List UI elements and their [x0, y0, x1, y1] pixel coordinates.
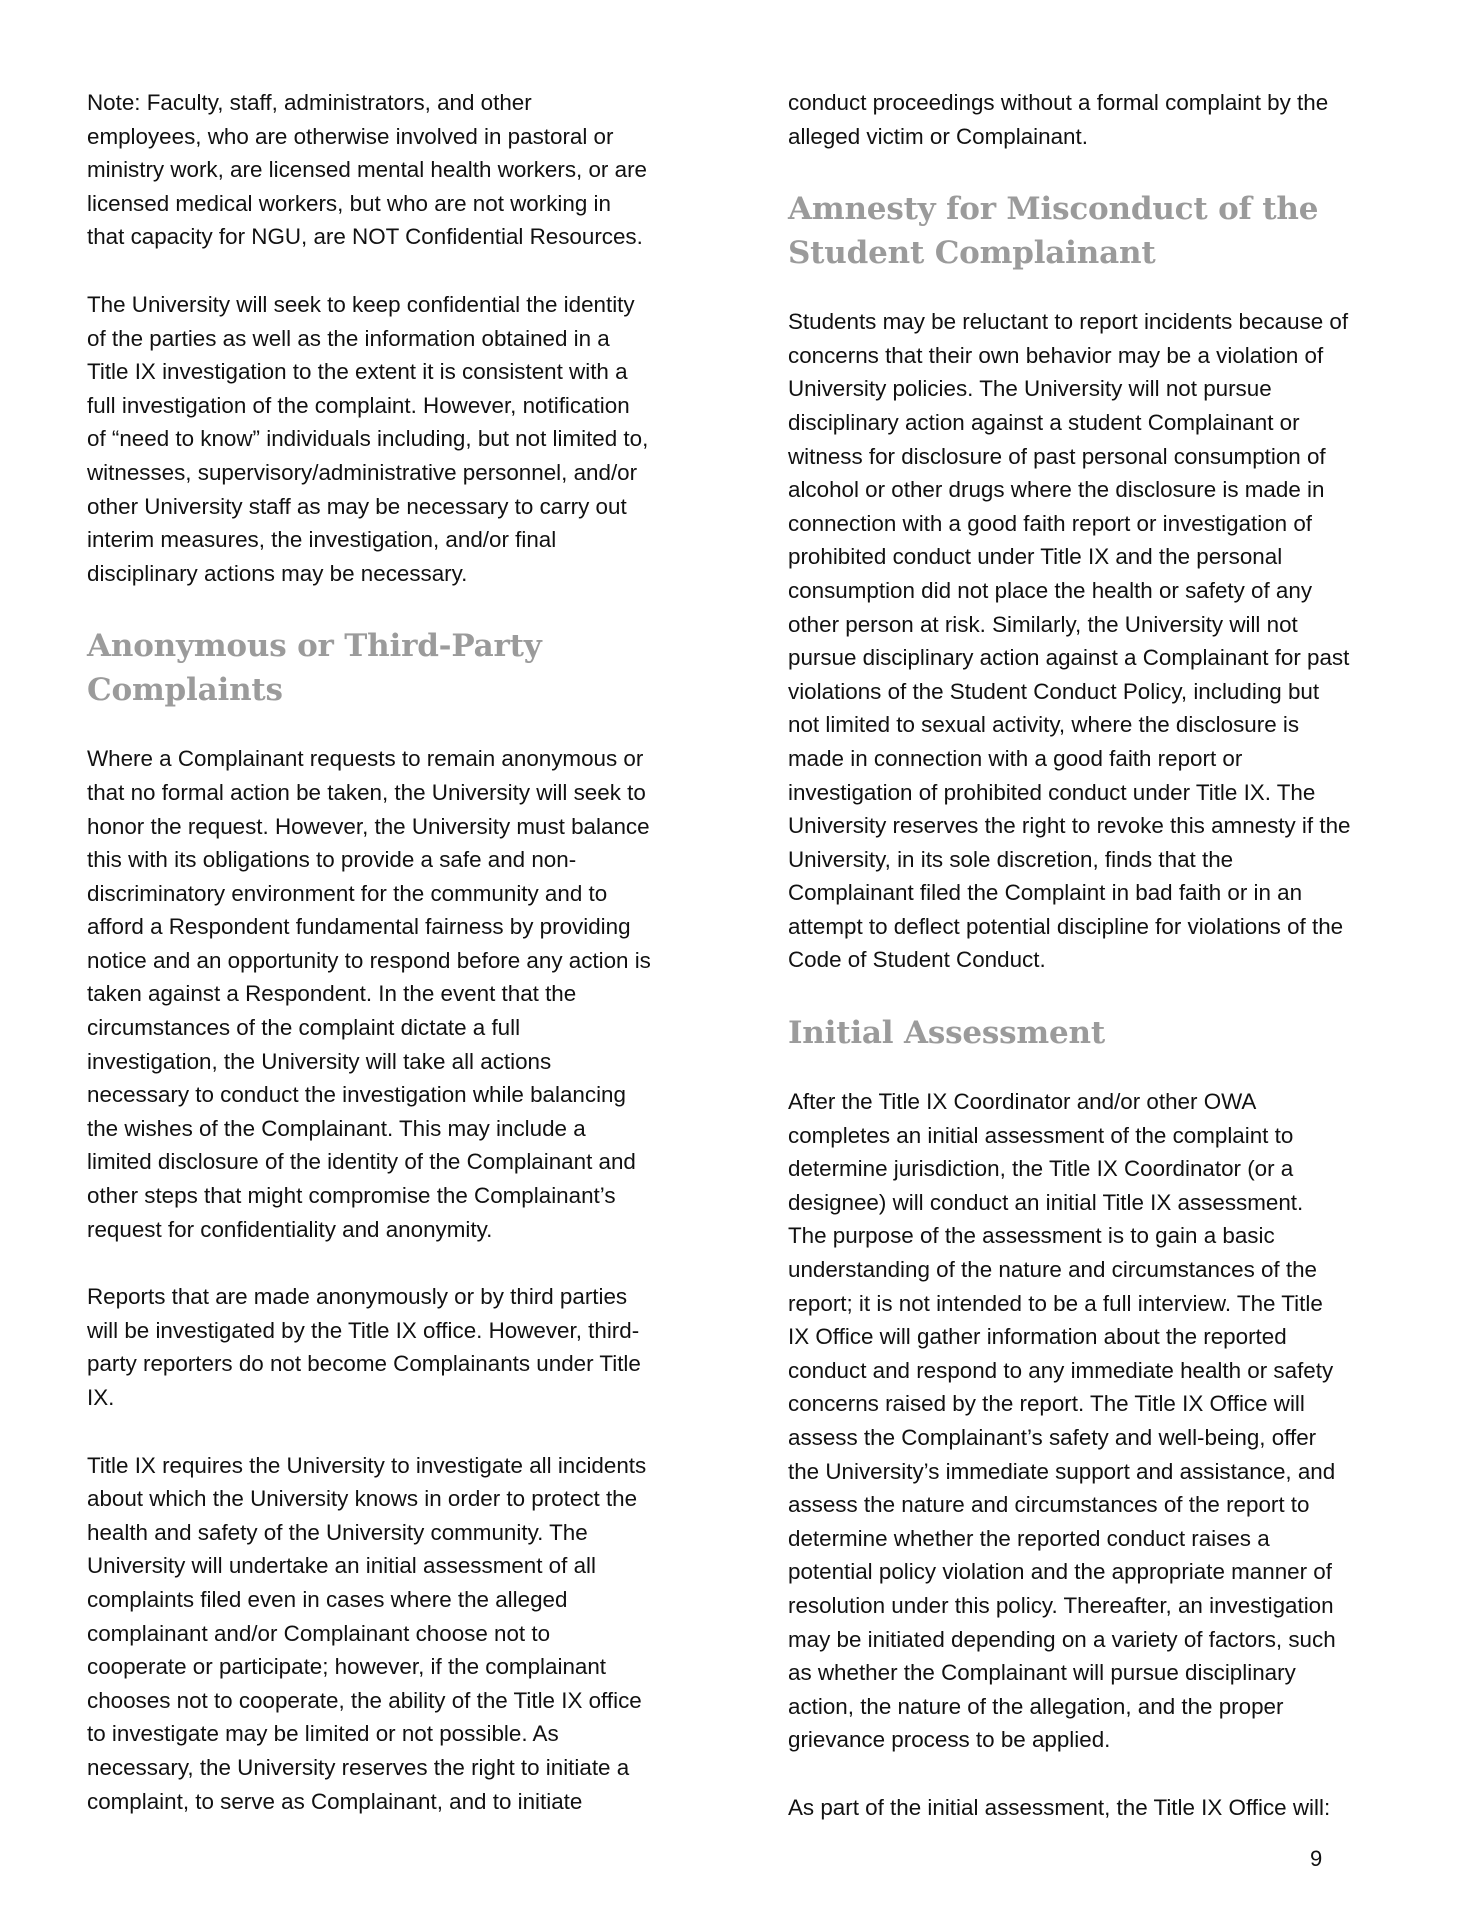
- anonymous-complaints-heading: Anonymous or Third-Party Complaints: [87, 628, 542, 709]
- initial-assessment-intro-paragraph: As part of the initial assessment, the Title IX Office will:: [788, 1794, 1331, 1820]
- title-ix-investigation-paragraph: Title IX requires the University to investigate all incidents about which the University knows in order to protect the health and safety of the University community. The University will undertake an initial assessment of all complaints filed even in cases where the alleged complainant and/or Complainant choose not to cooperate or participate; however, if the complainant chooses not to cooperate, the ability of the Title IX office to investigate may be limited or not possible. As necessary, the University reserves the right to initiate a complaint, to serve as Complainant, and to initiate: [87, 1452, 647, 1814]
- page-number: 9: [1310, 1846, 1323, 1871]
- amnesty-heading: Amnesty for Misconduct of the Student Complainant: [788, 191, 1319, 272]
- confidentiality-paragraph: The University will seek to keep confidential the identity of the parties as well as the information obtained in a Title IX investigation to the extent it is consistent with a full investigation of the complaint. However, notification of “need to know” individuals including, but not limited to, witnesses, supervisory/administrative personnel, and/or other University staff as may be necessary to carry out interim measures, the investigation, and/or final disciplinary actions may be necessary.: [87, 291, 649, 586]
- initial-assessment-paragraph: After the Title IX Coordinator and/or other OWA completes an initial assessment of the complaint to determine jurisdiction, the Title IX Coordinator (or a designee) will conduct an initial Title IX assessment. The purpose of the assessment is to gain a basic understanding of the nature and circumstances of the report; it is not intended to be a full interview. The Title IX Office will gather information about the reported conduct and respond to any immediate health or safety concerns raised by the report. The Title IX Office will assess the Complainant’s safety and well-being, offer the University’s immediate support and assistance, and assess the nature and circumstances of the report to determine whether the reported conduct raises a potential policy violation and the appropriate manner of resolution under this policy. Thereafter, an investigation may be initiated depending on a variety of factors, such as whether the Complainant will pursue disciplinary action, the nature of the allegation, and the proper grievance process to be applied.: [788, 1089, 1336, 1753]
- anonymous-request-paragraph: Where a Complainant requests to remain anonymous or that no formal action be taken, the University will seek to honor the request. However, the University must balance this with its obligations to provide a safe and non- discriminatory environment for the community and to afford a Respondent fundamental fairness by providing notice and an opportunity to respond before any action is taken against a Respondent. In the event that the circumstances of the complaint dictate a full investigation, the University will take all actions necessary to conduct the investigation while balancing the wishes of the Complainant. This may include a limited disclosure of the identity of the Complainant and other steps that might compromise the Complainant’s request for confidentiality and anonymity.: [87, 746, 651, 1242]
- left-column: [87, 86, 707, 1852]
- note-confidential-resources-paragraph: Note: Faculty, staff, administrators, and other employees, who are otherwise involved in pastoral or ministry work, are licensed mental health workers, or are licensed medical workers, but who are not working in that capacity for NGU, are NOT Confidential Resources.: [87, 90, 647, 250]
- right-column: [788, 86, 1406, 1859]
- continued-paragraph: conduct proceedings without a formal complaint by the alleged victim or Complainant.: [788, 90, 1329, 149]
- amnesty-paragraph: Students may be reluctant to report incidents because of concerns that their own behavior may be a violation of University policies. The University will not pursue disciplinary action against a student Complainant or witness for disclosure of past personal consumption of alcohol or other drugs where the disclosure is made in connection with a good faith report or investigation of prohibited conduct under Title IX and the personal consumption did not place the health or safety of any other person at risk. Similarly, the University will not pursue disciplinary action against a Complainant for past violations of the Student Conduct Policy, including but not limited to sexual activity, where the disclosure is made in connection with a good faith report or investigation of prohibited conduct under Title IX. The University reserves the right to revoke this amnesty if the University, in its sole discretion, finds that the Complainant filed the Complaint in bad faith or in an attempt to deflect potential discipline for violations of the Code of Student Conduct.: [788, 309, 1351, 973]
- third-party-reports-paragraph: Reports that are made anonymously or by third parties will be investigated by the Title IX office. However, third- party reporters do not become Complainants under Title IX.: [87, 1284, 641, 1410]
- initial-assessment-heading: Initial Assessment: [788, 1015, 1105, 1052]
